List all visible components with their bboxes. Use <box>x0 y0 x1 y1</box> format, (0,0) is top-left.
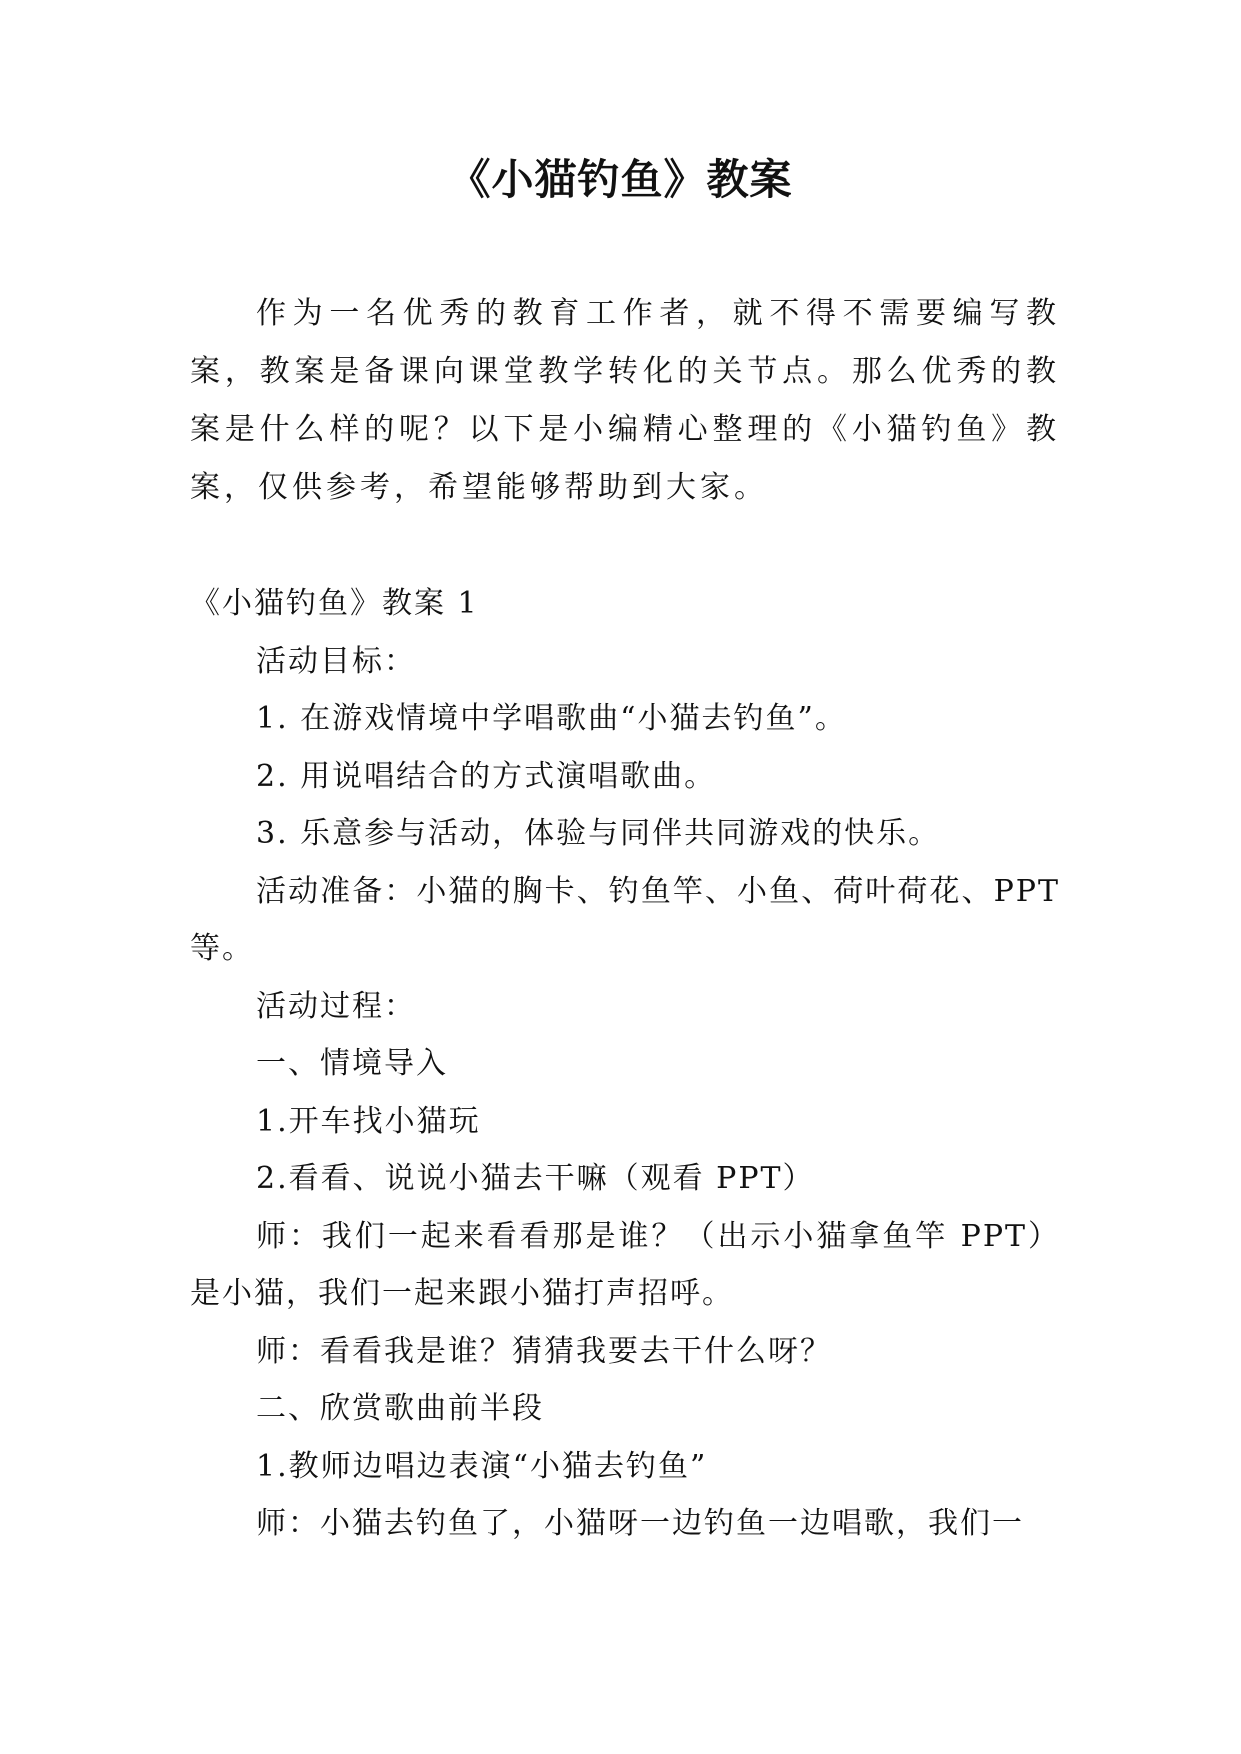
paragraph-activity-goals: 活动目标： <box>256 643 416 679</box>
paragraph-process: 活动过程： <box>256 988 416 1024</box>
section-title: 《小猫钓鱼》教案 1 <box>190 586 479 621</box>
paragraph-goal-3: 3. 乐意参与活动，体验与同伴共同游戏的快乐。 <box>256 816 941 851</box>
paragraph-goal-1: 1. 在游戏情境中学唱歌曲“小猫去钓鱼”。 <box>256 701 847 736</box>
paragraph-step-1: 1.开车找小猫玩 <box>256 1103 481 1139</box>
document-content <box>190 575 1060 1553</box>
document-title: 《小猫钓鱼》教案 <box>448 155 793 204</box>
paragraph-teacher-performance: 1.教师边唱边表演“小猫去钓鱼” <box>256 1448 708 1484</box>
intro-paragraph: 作为一名优秀的教育工作者，就不得不需要编写教案，教案是备课向课堂教学转化的关节点。那么优秀的教案是什么样的呢？以下是小编精心整理的《小猫钓鱼》教案，仅供参考，希望能够帮助到大家。 <box>190 296 1060 505</box>
paragraph-preparation: 活动准备：小猫的胸卡、钓鱼竿、小鱼、荷叶荷花、PPT 等。 <box>190 873 1060 966</box>
paragraph-goal-2: 2. 用说唱结合的方式演唱歌曲。 <box>256 758 717 794</box>
paragraph-teacher-guess: 师：看看我是谁？猜猜我要去干什么呀？ <box>256 1333 832 1369</box>
paragraph-teacher-question: 师：我们一起来看看那是谁？（出示小猫拿鱼竿 PPT）是小猫，我们一起来跟小猫打声招呼。 <box>190 1218 1060 1311</box>
paragraph-step-2: 2.看看、说说小猫去干嘛（观看 PPT） <box>256 1161 815 1196</box>
paragraph-section-two: 二、欣赏歌曲前半段 <box>256 1391 544 1426</box>
paragraph-teacher-fishing: 师：小猫去钓鱼了，小猫呀一边钓鱼一边唱歌，我们一 <box>256 1506 1024 1541</box>
paragraph-section-one: 一、情境导入 <box>256 1046 448 1081</box>
